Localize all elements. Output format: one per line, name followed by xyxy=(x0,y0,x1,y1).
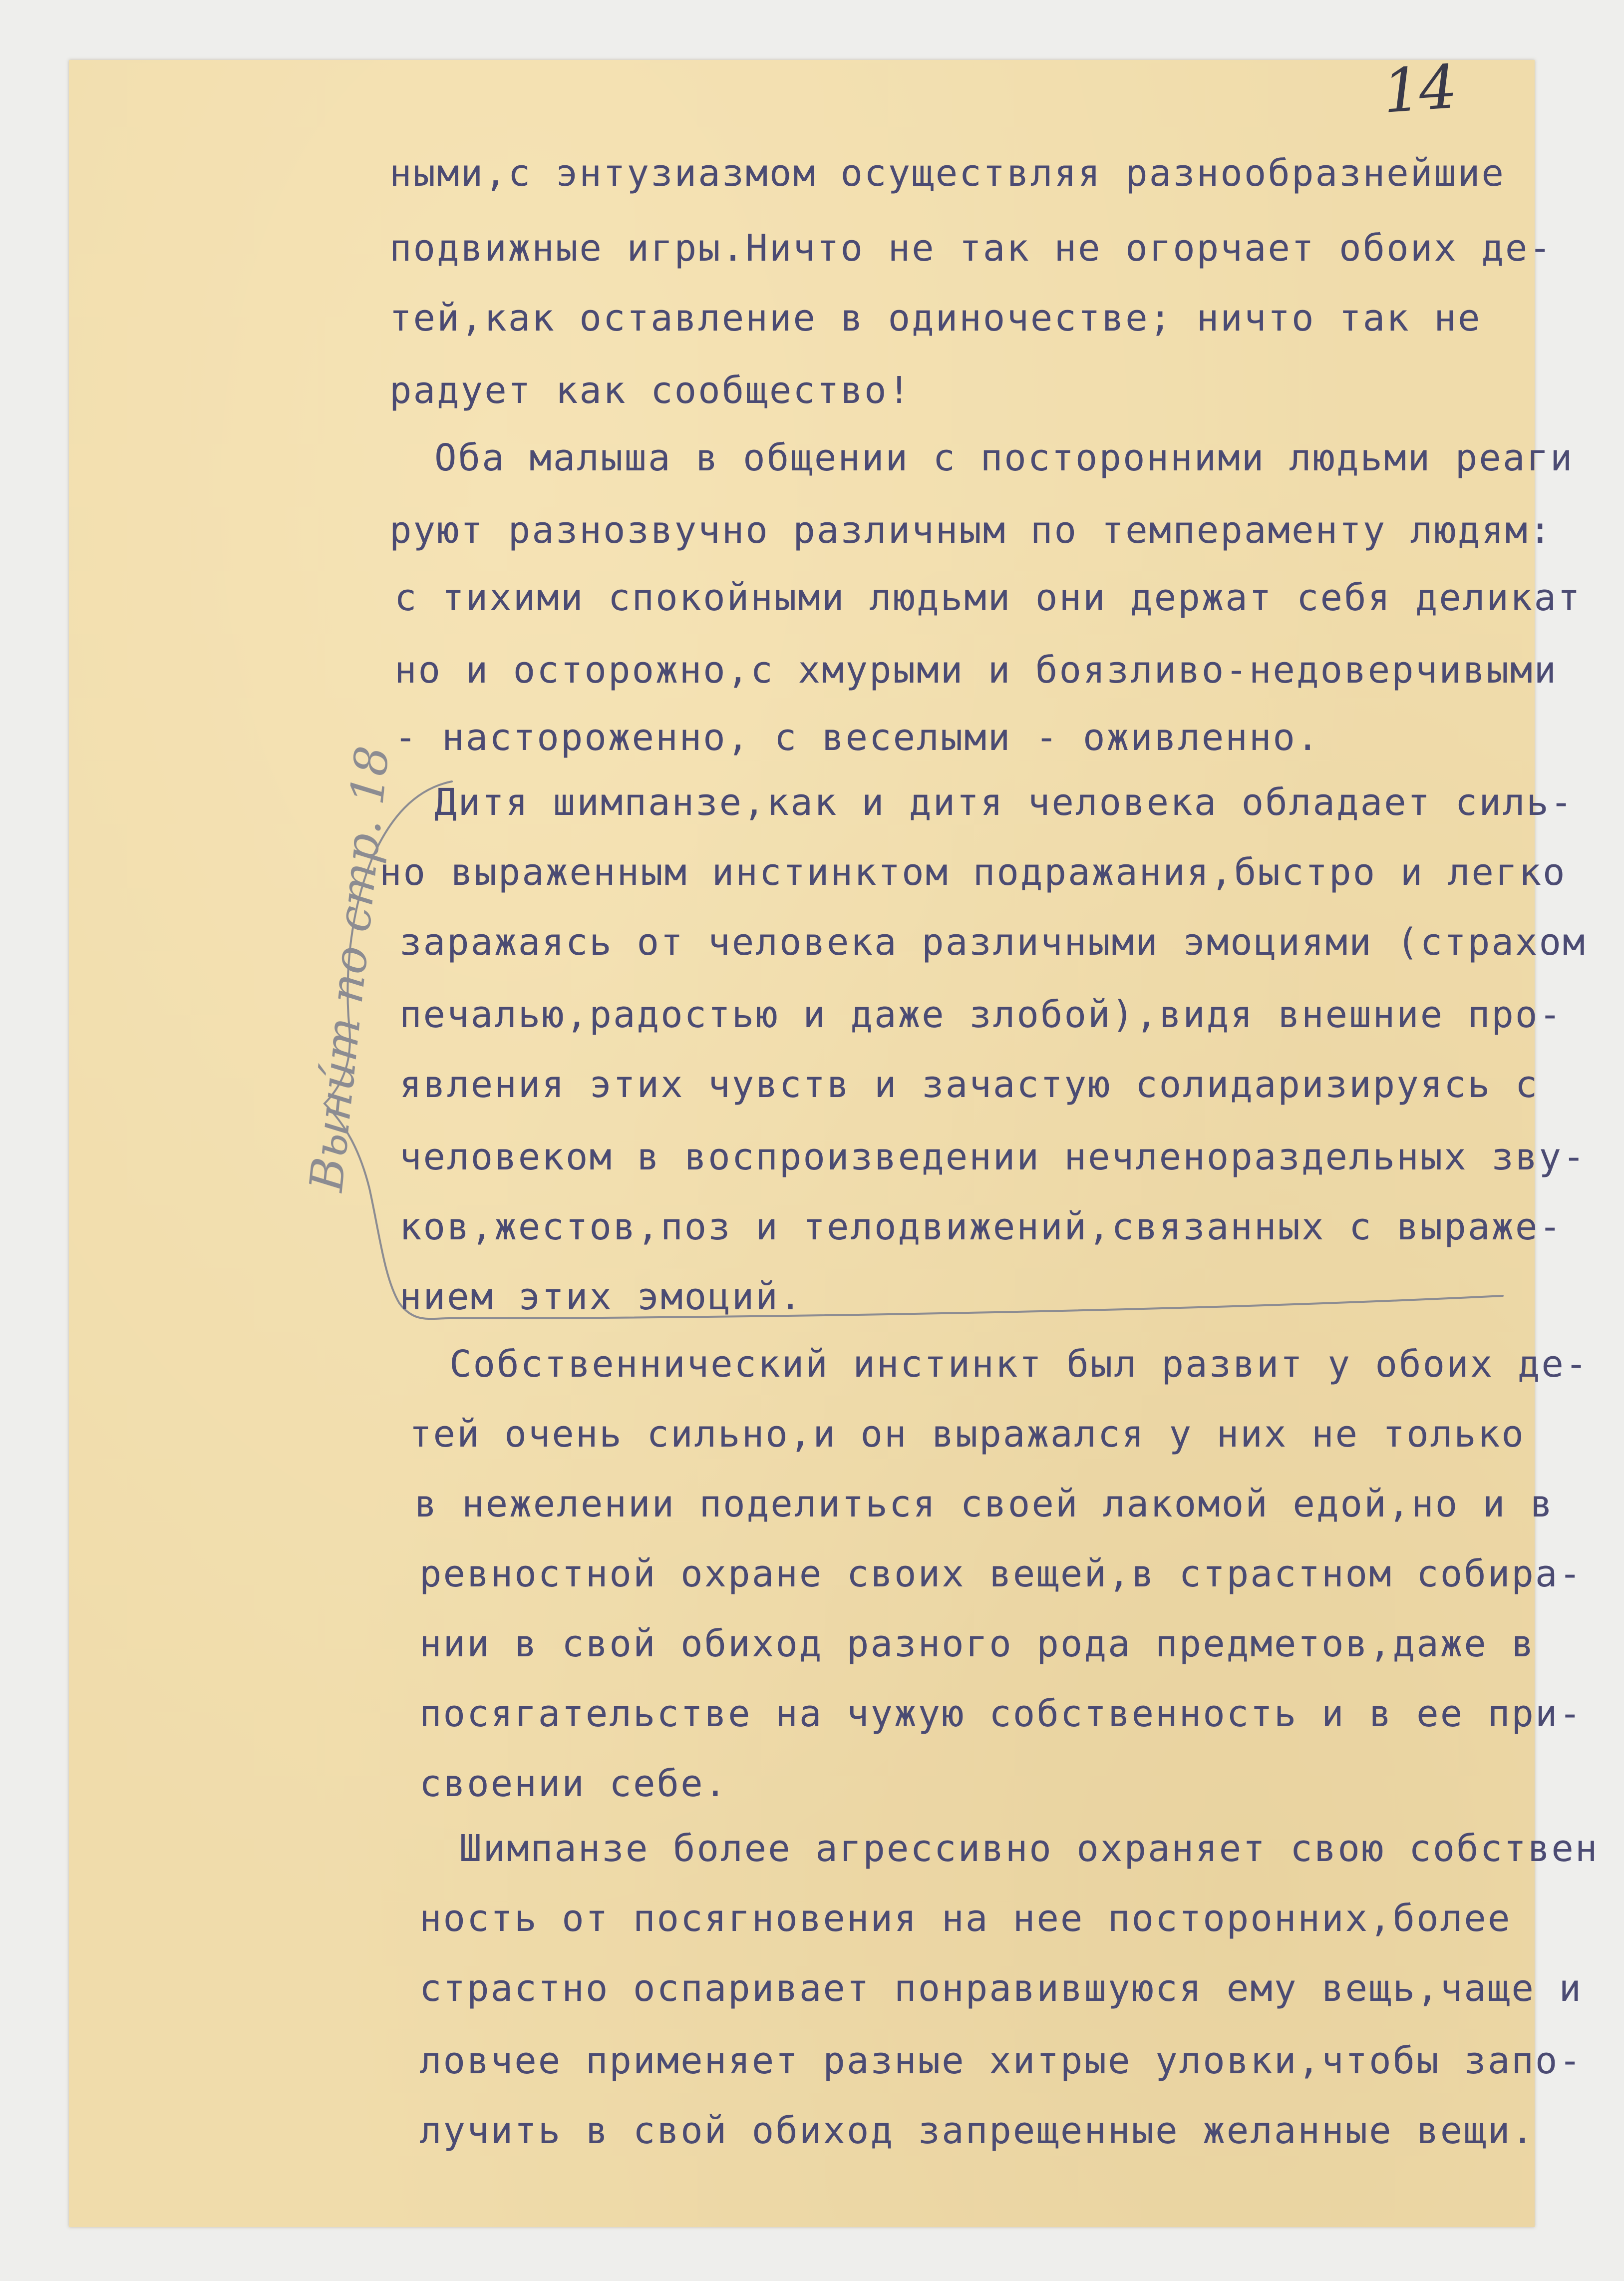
text-line: Шимпанзе более агрессивно охраняет свою собствен xyxy=(459,1827,1599,1870)
folio-number: 14 xyxy=(1380,52,1458,127)
text-line: тей очень сильно,и он выражался у них не только xyxy=(409,1413,1525,1456)
text-line: ков,жестов,поз и телодвижений,связанных с выраже- xyxy=(399,1205,1563,1248)
text-line: посягательстве на чужую собственность и в ее при- xyxy=(419,1692,1583,1735)
text-line: ревностной охране своих вещей,в страстном собира- xyxy=(419,1552,1583,1595)
text-line: ность от посягновения на нее посторонних,более xyxy=(419,1897,1512,1940)
text-line: человеком в воспроизведении нечленораздельных зву- xyxy=(399,1136,1587,1178)
text-line: но выраженным инстинктом подражания,быстро и легко xyxy=(379,851,1567,894)
text-line: радует как сообщество! xyxy=(389,369,912,412)
text-line: - настороженно, с веселыми - оживленно. xyxy=(394,716,1320,759)
text-line: заражаясь от человека различными эмоциями (страхом xyxy=(399,921,1587,964)
text-line: в нежелении поделиться своей лакомой едой,но и в xyxy=(414,1483,1554,1525)
text-line: печалью,радостью и даже злобой),видя внешние про- xyxy=(399,993,1563,1036)
text-line: подвижные игры.Ничто не так не огорчает обоих де- xyxy=(389,227,1553,270)
text-line: Оба малыша в общении с посторонними людьми реаги xyxy=(434,436,1574,479)
text-line: тей,как оставление в одиночестве; ничто так не xyxy=(389,297,1482,340)
text-line: страстно оспаривает понравившуюся ему вещь,чаще и xyxy=(419,1967,1583,2010)
text-line: своении себе. xyxy=(419,1762,728,1805)
margin-annotation: Выни́т по стр. 18 xyxy=(300,743,400,1194)
text-line: Дитя шимпанзе,как и дитя человека обладает силь- xyxy=(434,781,1574,824)
text-line: но и осторожно,с хмурыми и боязливо-недоверчивыми xyxy=(394,649,1558,692)
text-line: Собственнический инстинкт был развит у обоих де- xyxy=(449,1343,1589,1386)
text-line: ловчее применяет разные хитрые уловки,чтобы запо- xyxy=(419,2039,1583,2082)
text-line: лучить в свой обиход запрещенные желанные вещи. xyxy=(419,2109,1535,2152)
text-line: руют разнозвучно различным по темпераменту людям: xyxy=(389,509,1553,552)
text-line: ными,с энтузиазмом осуществляя разнообразнейшие xyxy=(389,152,1505,195)
text-line: явления этих чувств и зачастую солидаризируясь с xyxy=(399,1063,1539,1106)
text-line: с тихими спокойными людьми они держат себя деликат xyxy=(394,576,1582,619)
text-line: нии в свой обиход разного рода предметов,даже в xyxy=(419,1622,1535,1665)
text-line: нием этих эмоций. xyxy=(399,1275,803,1318)
